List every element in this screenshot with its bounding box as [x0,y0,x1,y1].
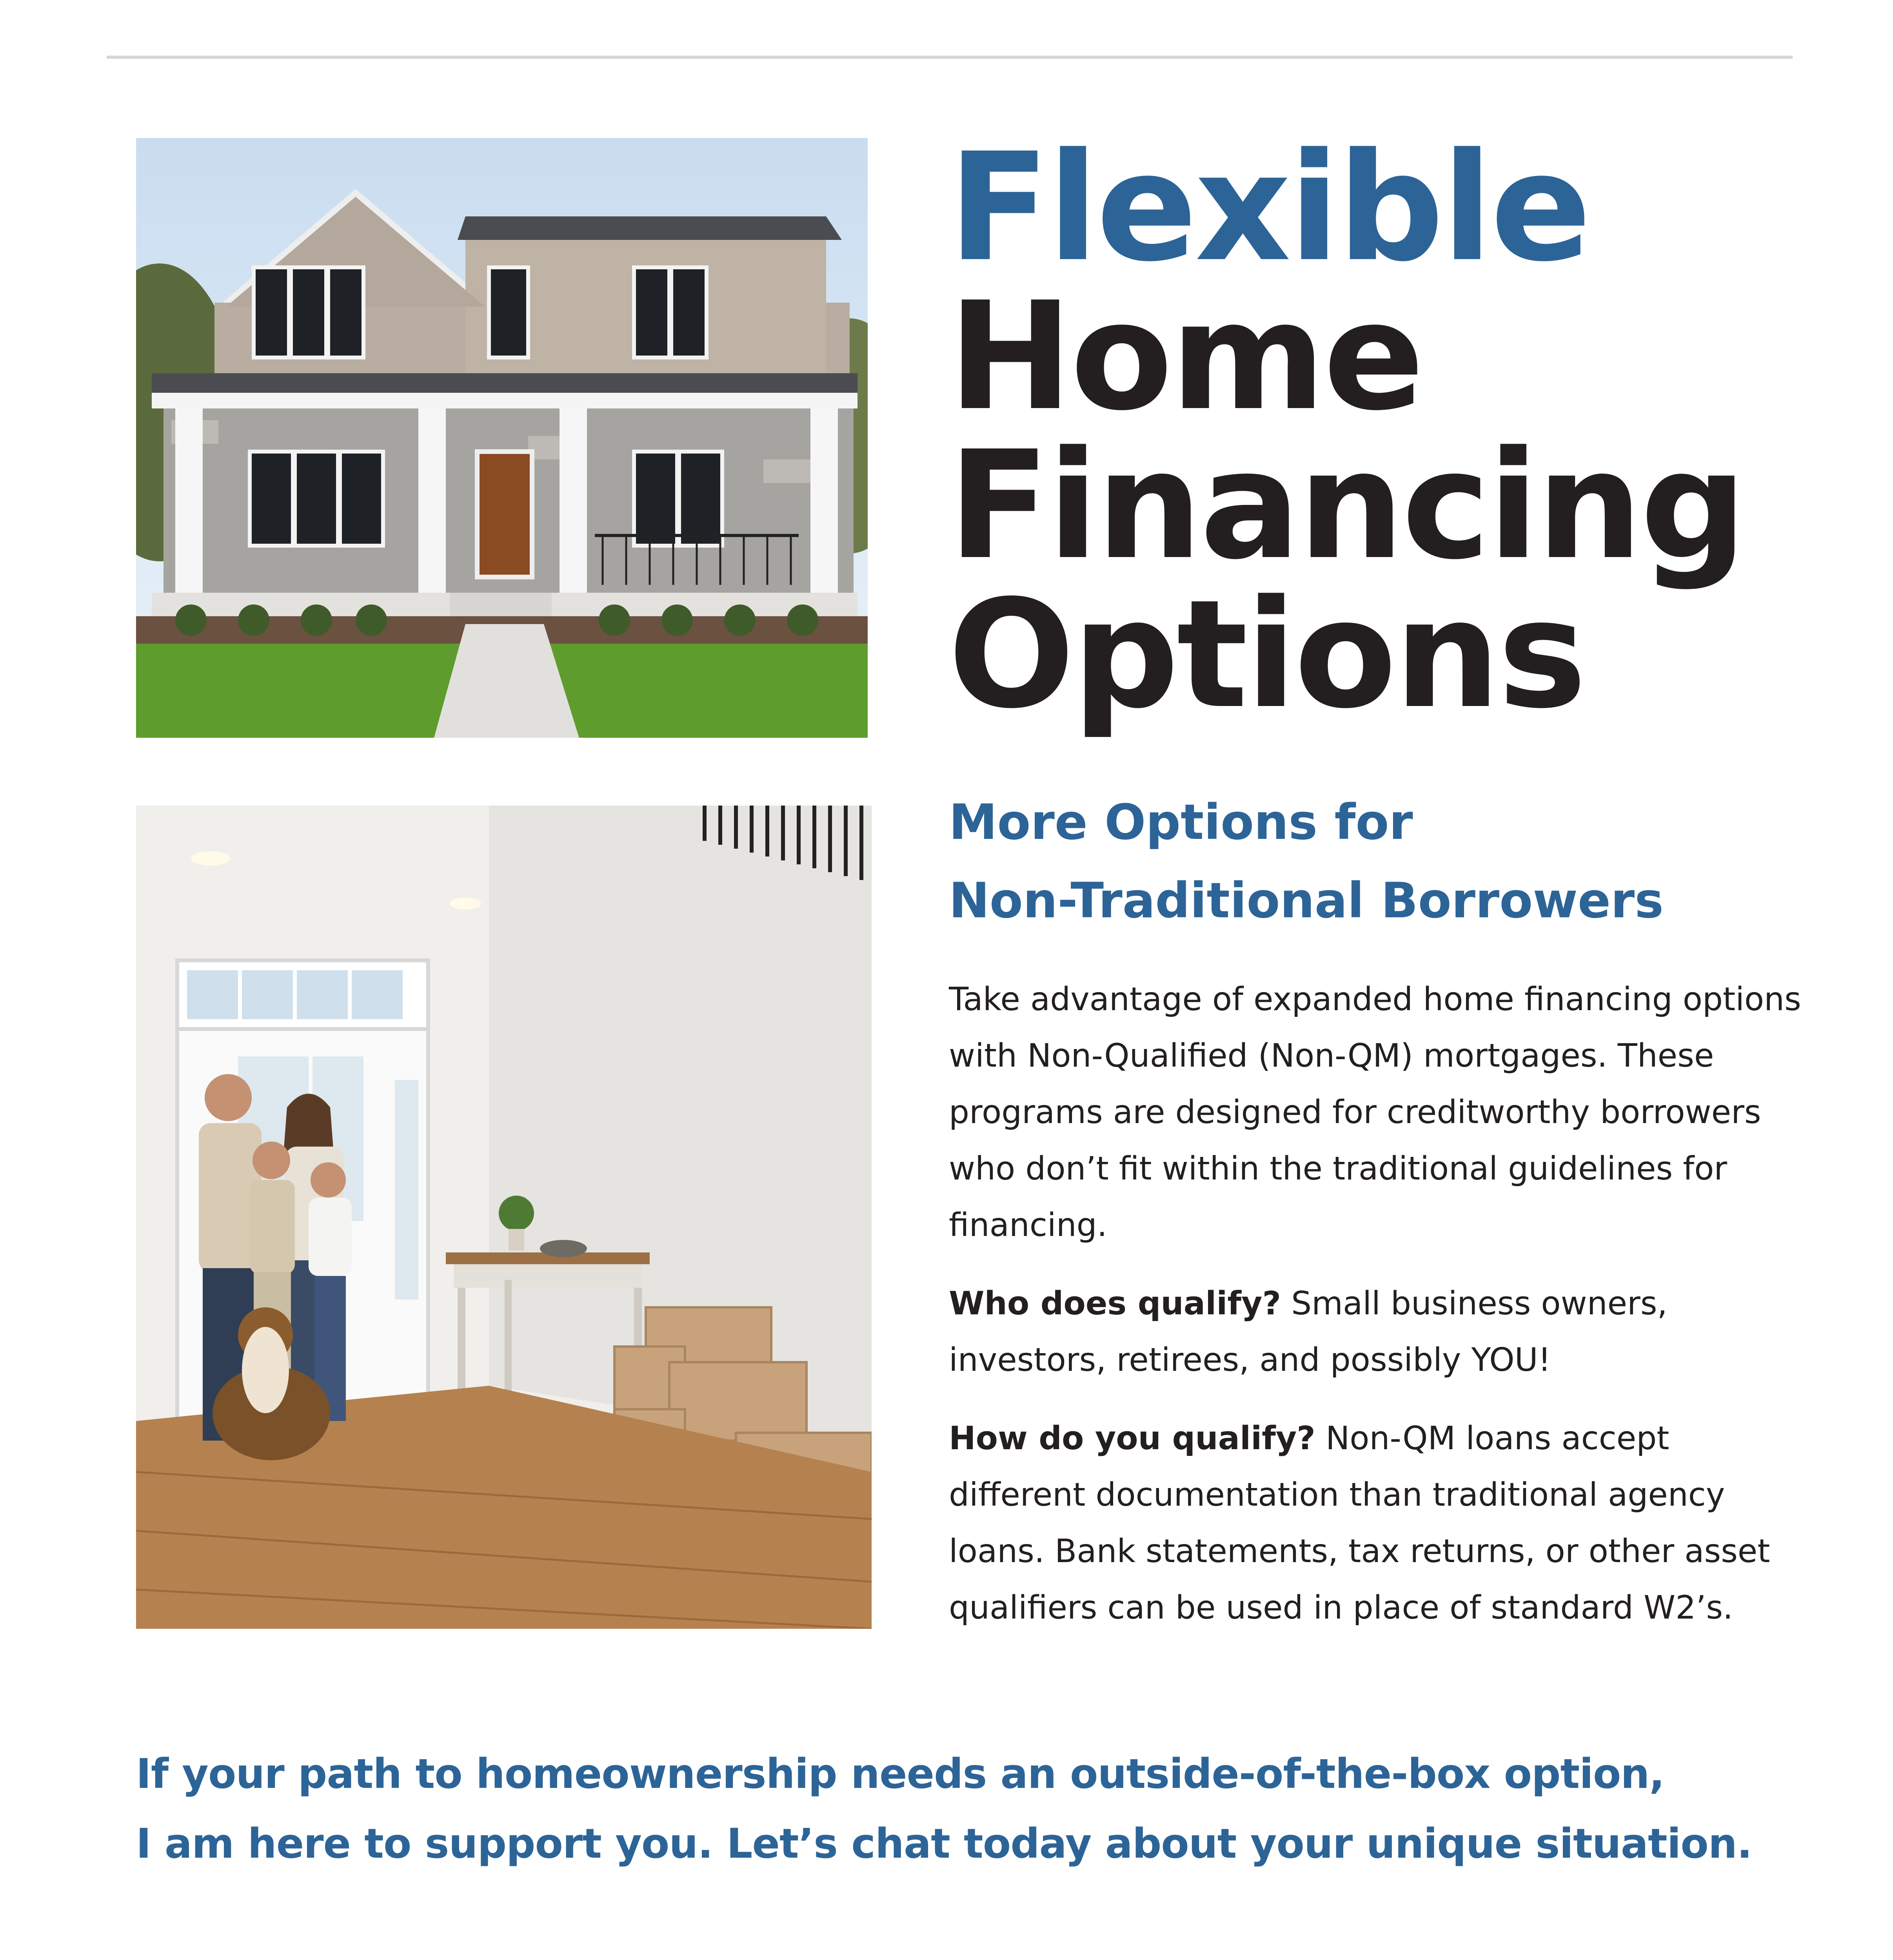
top-divider [107,56,1793,59]
call-to-action-line-1: If your path to homeownership needs an outside-of-the-box option, [136,1750,1664,1798]
headline-line-2: Home [948,270,1422,443]
intro-paragraph: Take advantage of expanded home financing options with Non-Qualified (Non-QM) mortgages. These programs are designed for creditworthy borrowers who don’t fit within the traditional guidelines for financing. [949,981,1801,1244]
house-exterior-photo [136,138,868,738]
subheading [949,783,1811,940]
family-interior-photo [136,806,872,1629]
subheading-line-1: More Options for [949,794,1413,851]
how-qualify-paragraph [949,1410,1804,1636]
headline-line-4: Options [948,568,1584,741]
headline-line-3: Financing [948,419,1745,592]
call-to-action-line-2: I am here to support you. Let’s chat today about your unique situation. [136,1820,1752,1867]
who-qualifies-label: Who does qualify? [949,1285,1281,1322]
who-qualifies-paragraph [949,1276,1804,1388]
who-qualifies-text: Small business owners, investors, retirees, and possibly YOU! [949,1285,1668,1379]
headline-line-1: Flexible [948,121,1589,294]
headline [948,121,1811,741]
call-to-action [136,1739,1822,1878]
how-qualify-text: Non-QM loans accept different documentation than traditional agency loans. Bank statements, tax returns, or other asset qualifiers can be used in place of standard W2’s. [949,1420,1770,1626]
subheading-line-2: Non-Traditional Borrowers [949,873,1664,929]
how-qualify-label: How do you qualify? [949,1420,1315,1457]
body-copy [949,971,1804,1658]
